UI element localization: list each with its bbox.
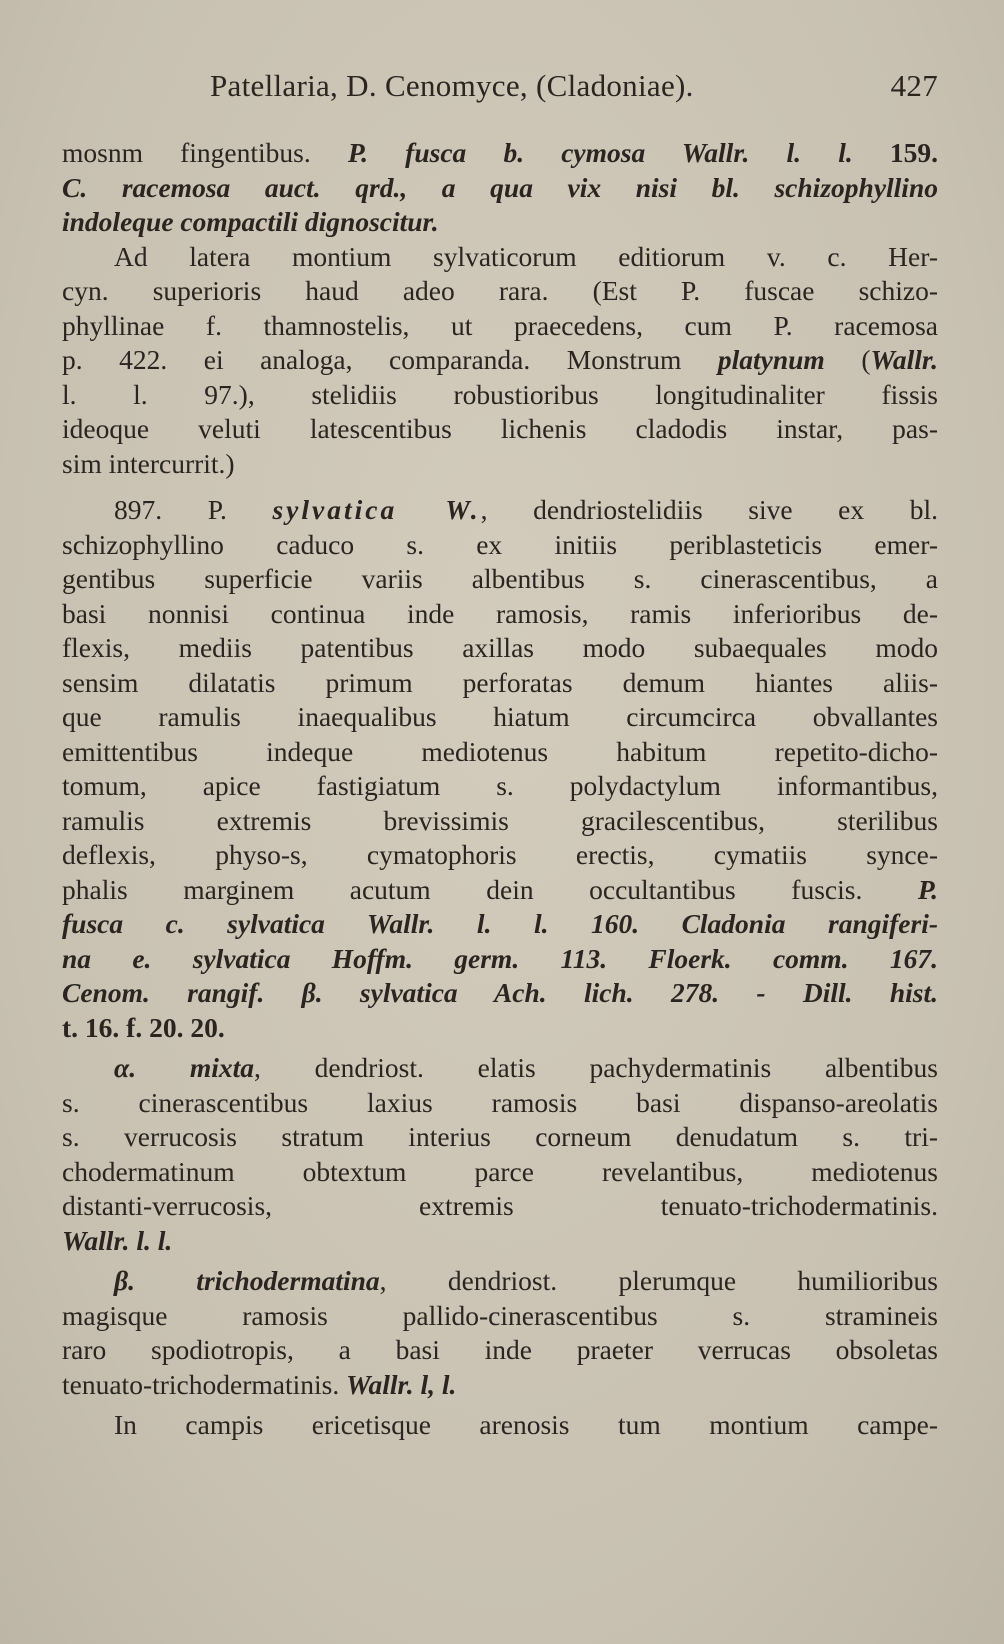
- text-line: schizophyllino caduco s. ex initiis periblasteticis emer-: [62, 528, 938, 560]
- paragraph-habitat-hercynia: [62, 240, 938, 482]
- text-line: distanti-verrucosis, extremis tenuato-trichodermatinis.: [62, 1190, 938, 1221]
- text-line: cyn. superioris haud adeo rara. (Est P. fuscae schizo-: [62, 275, 938, 306]
- text-line: tenuato-trichodermatinis. Wallr. l, l.: [62, 1368, 457, 1400]
- text-line: t. 16. f. 20. 20.: [62, 1011, 225, 1043]
- text-line: sim intercurrit.): [62, 447, 235, 479]
- text-line: s. verrucosis stratum interius corneum denudatum s. tri-: [62, 1121, 938, 1152]
- paragraph-synonymy-continued: [62, 136, 938, 240]
- text-line: Cenom. rangif. β. sylvatica Ach. lich. 278. - Dill. hist.: [62, 977, 938, 1008]
- variety-heading-line: β. trichodermatina, dendriost. plerumque humilioribus: [114, 1265, 938, 1296]
- text-line: fusca c. sylvatica Wallr. l. l. 160. Cladonia rangiferi-: [62, 908, 938, 939]
- text-line: tomum, apice fastigiatum s. polydactylum informantibus,: [62, 770, 938, 801]
- text-line: p. 422. ei analoga, comparanda. Monstrum platynum (Wallr.: [62, 344, 938, 375]
- running-title: Patellaria, D. Cenomyce, (Cladoniae).: [210, 68, 694, 103]
- text-line: Ad latera montium sylvaticorum editiorum v. c. Her-: [114, 240, 938, 272]
- text-line: sensim dilatatis primum perforatas demum hiantes aliis-: [62, 666, 938, 698]
- variety-name: β. trichodermatina: [114, 1265, 380, 1296]
- text-line: que ramulis inaequalibus hiatum circumcirca obvallantes: [62, 701, 938, 732]
- variety-heading-line: α. mixta, dendriost. elatis pachydermatinis albentibus: [114, 1052, 938, 1083]
- text-line: deflexis, physo-s, cymatophoris erectis, cymatiis synce-: [62, 839, 938, 870]
- text-line: chodermatinum obtextum parce revelantibus, mediotenus: [62, 1155, 938, 1187]
- body-text: [62, 136, 938, 1443]
- text-line: gentibus superficie variis albentibus s. cinerascentibus, a: [62, 563, 938, 594]
- text-line: emittentibus indeque mediotenus habitum repetito-dicho-: [62, 735, 938, 767]
- paragraph-species-897: [62, 493, 938, 1045]
- species-heading-line: 897. P. sylvatica W., dendriostelidiis sive ex bl.: [114, 494, 938, 525]
- text-line: phyllinae f. thamnostelis, ut praecedens, cum P. racemosa: [62, 309, 938, 341]
- text-line: magisque ramosis pallido-cinerascentibus s. stramineis: [62, 1299, 938, 1331]
- page-header: [62, 62, 942, 112]
- text-line: In campis ericetisque arenosis tum montium campe-: [114, 1409, 938, 1440]
- text-line: raro spodiotropis, a basi inde praeter verrucas obsoletas: [62, 1334, 938, 1365]
- text-line: l. l. 97.), stelidiis robustioribus longitudinaliter fissis: [62, 378, 938, 410]
- text-line: s. cinerascentibus laxius ramosis basi dispanso-areolatis: [62, 1086, 938, 1118]
- paragraph-variety-alpha: [62, 1051, 938, 1258]
- text-line: ramulis extremis brevissimis gracilescentibus, sterilibus: [62, 804, 938, 836]
- text-line: mosnm fingentibus. P. fusca b. cymosa Wallr. l. l. 159.: [62, 137, 938, 168]
- page-number: 427: [890, 68, 938, 103]
- species-name: sylvatica W.: [272, 494, 481, 525]
- text-line: na e. sylvatica Hoffm. germ. 113. Floerk. comm. 167.: [62, 942, 938, 974]
- text-line: ideoque veluti latescentibus lichenis cladodis instar, pas-: [62, 413, 938, 444]
- text-line: phalis marginem acutum dein occultantibus fuscis. P.: [62, 873, 938, 905]
- text-line: basi nonnisi continua inde ramosis, ramis inferioribus de-: [62, 597, 938, 629]
- paragraph-variety-beta: [62, 1264, 938, 1402]
- text-line: Wallr. l. l.: [62, 1224, 173, 1256]
- paragraph-habitat-campis: [62, 1408, 938, 1443]
- text-line: C. racemosa auct. qrd., a qua vix nisi bl. schizophyllino: [62, 171, 938, 203]
- text-line: flexis, mediis patentibus axillas modo subaequales modo: [62, 632, 938, 663]
- text-line: indoleque compactili dignoscitur.: [62, 206, 439, 237]
- variety-name: α. mixta: [114, 1052, 255, 1083]
